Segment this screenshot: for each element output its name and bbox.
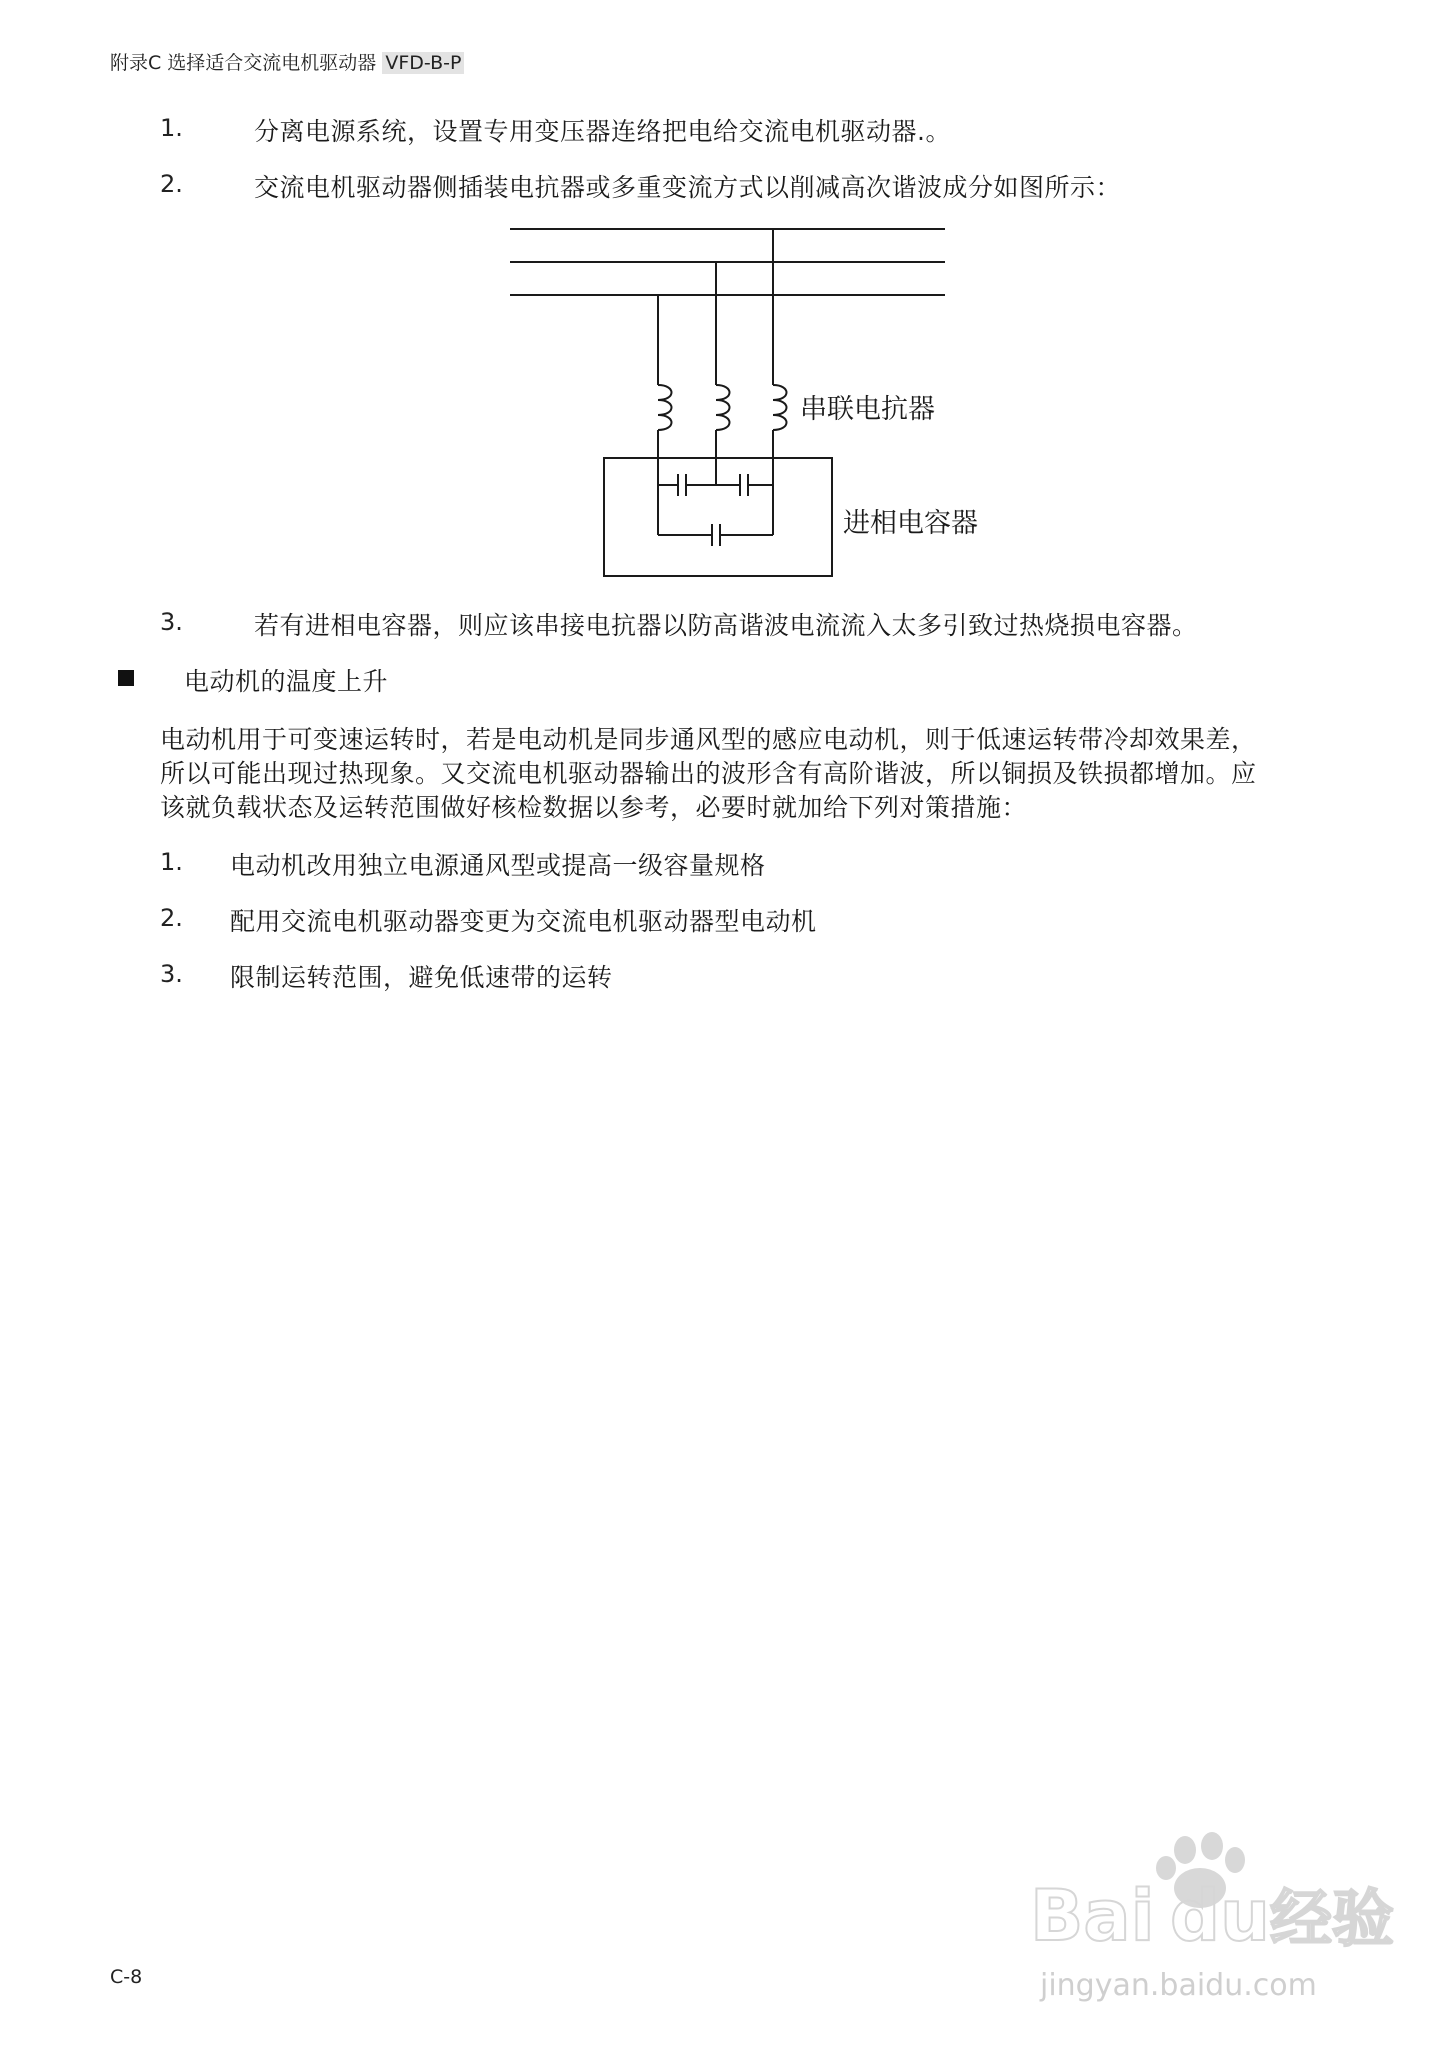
- watermark-brand: Bai: [1030, 1875, 1155, 1957]
- list-item-number: 1.: [160, 848, 183, 876]
- list-item-text: 配用交流电机驱动器变更为交流电机驱动器型电动机: [230, 907, 817, 936]
- paragraph-line: 该就负载状态及运转范围做好核检数据以参考，必要时就加给下列对策措施：: [160, 793, 1028, 822]
- section-bullet: [118, 670, 134, 686]
- capacitor-icon: [658, 524, 773, 546]
- section-title: 电动机的温度上升: [184, 667, 389, 696]
- inductor-coil-icon: [658, 385, 787, 430]
- baidu-watermark-logo: [1020, 1830, 1440, 2040]
- capacitor-enclosure: [604, 458, 832, 576]
- list-item-text: 电动机改用独立电源通风型或提高一级容量规格: [230, 851, 766, 880]
- watermark-url: jingyan.baidu.com: [1040, 1968, 1317, 2003]
- header-model: VFD-B-P: [382, 52, 464, 74]
- list-item-text: 分离电源系统，设置专用变压器连络把电给交流电机驱动器.。: [254, 117, 951, 146]
- reactor-label: 串联电抗器: [800, 394, 935, 425]
- list-item-number: 2.: [160, 170, 183, 198]
- list-item-number: 1.: [160, 114, 183, 142]
- list-item-text: 限制运转范围，避免低速带的运转: [230, 963, 613, 992]
- harmonic-reactor-circuit-diagram: [0, 0, 1452, 600]
- header-section: 附录C 选择适合交流电机驱动器: [110, 52, 377, 74]
- paragraph-line: 电动机用于可变速运转时，若是电动机是同步通风型的感应电动机，则于低速运转带冷却效果差，: [160, 725, 1257, 754]
- page-number: C-8: [110, 1966, 143, 1988]
- paragraph-line: 所以可能出现过热现象。又交流电机驱动器输出的波形含有高阶谐波，所以铜损及铁损都增加。应: [160, 759, 1257, 788]
- list-item-text: 交流电机驱动器侧插装电抗器或多重变流方式以削减高次谐波成分如图所示：: [254, 173, 1122, 202]
- list-item-number: 3.: [160, 960, 183, 988]
- capacitor-label: 进相电容器: [843, 508, 978, 539]
- watermark-brand-mid: du: [1170, 1875, 1270, 1957]
- watermark-brand-cn: 经验: [1270, 1882, 1395, 1955]
- list-item-text: 若有进相电容器，则应该串接电抗器以防高谐波电流流入太多引致过热烧损电容器。: [254, 611, 1198, 640]
- list-item-number: 3.: [160, 608, 183, 636]
- list-item-number: 2.: [160, 904, 183, 932]
